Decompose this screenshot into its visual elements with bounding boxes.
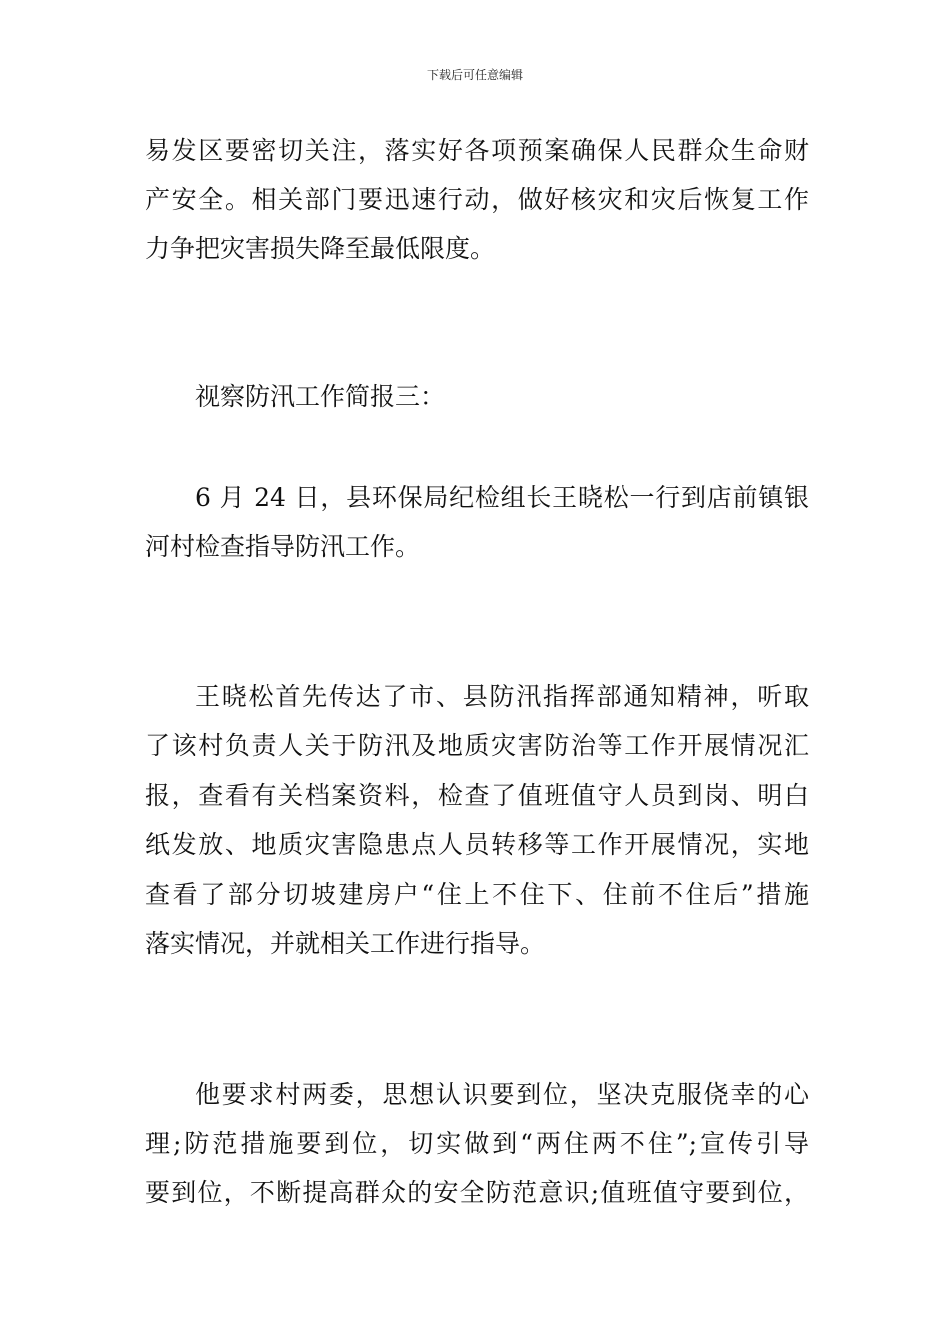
page-header-note: 下载后可任意编辑: [426, 68, 523, 82]
paragraph-3-line-1: 6 月 24 日，县环保局纪检组长王晓松一行到店前镇银: [195, 483, 809, 512]
section-heading: 视察防汛工作简报三：: [195, 382, 446, 411]
paragraph-1-line-1: 易发区要密切关注，落实好各项预案确保人民群众生命财: [145, 136, 809, 165]
paragraph-4-line-4: 纸发放、地质灾害隐患点人员转移等工作开展情况，实地: [145, 830, 809, 859]
paragraph-3-line-2: 河村检查指导防汛工作。: [145, 532, 421, 561]
paragraph-4-line-2: 了该村负责人关于防汛及地质灾害防治等工作开展情况汇: [145, 731, 809, 760]
paragraph-5-line-3: 要到位，不断提高群众的安全防范意识;值班值守要到位，: [145, 1178, 809, 1207]
paragraph-5-line-1: 他要求村两委，思想认识要到位，坚决克服侥幸的心: [195, 1080, 809, 1109]
paragraph-5-line-2: 理;防范措施要到位，切实做到“两住两不住”;宣传引导: [145, 1129, 809, 1158]
paragraph-4-line-5: 查看了部分切坡建房户“住上不住下、住前不住后”措施: [145, 880, 809, 909]
paragraph-4-line-3: 报，查看有关档案资料，检查了值班值守人员到岗、明白: [145, 781, 809, 810]
paragraph-1-line-2: 产安全。相关部门要迅速行动，做好核灾和灾后恢复工作: [145, 185, 809, 214]
paragraph-4-line-6: 落实情况，并就相关工作进行指导。: [145, 929, 546, 958]
paragraph-1-line-3: 力争把灾害损失降至最低限度。: [145, 234, 496, 263]
paragraph-4-line-1: 王晓松首先传达了市、县防汛指挥部通知精神，听取: [195, 682, 809, 711]
